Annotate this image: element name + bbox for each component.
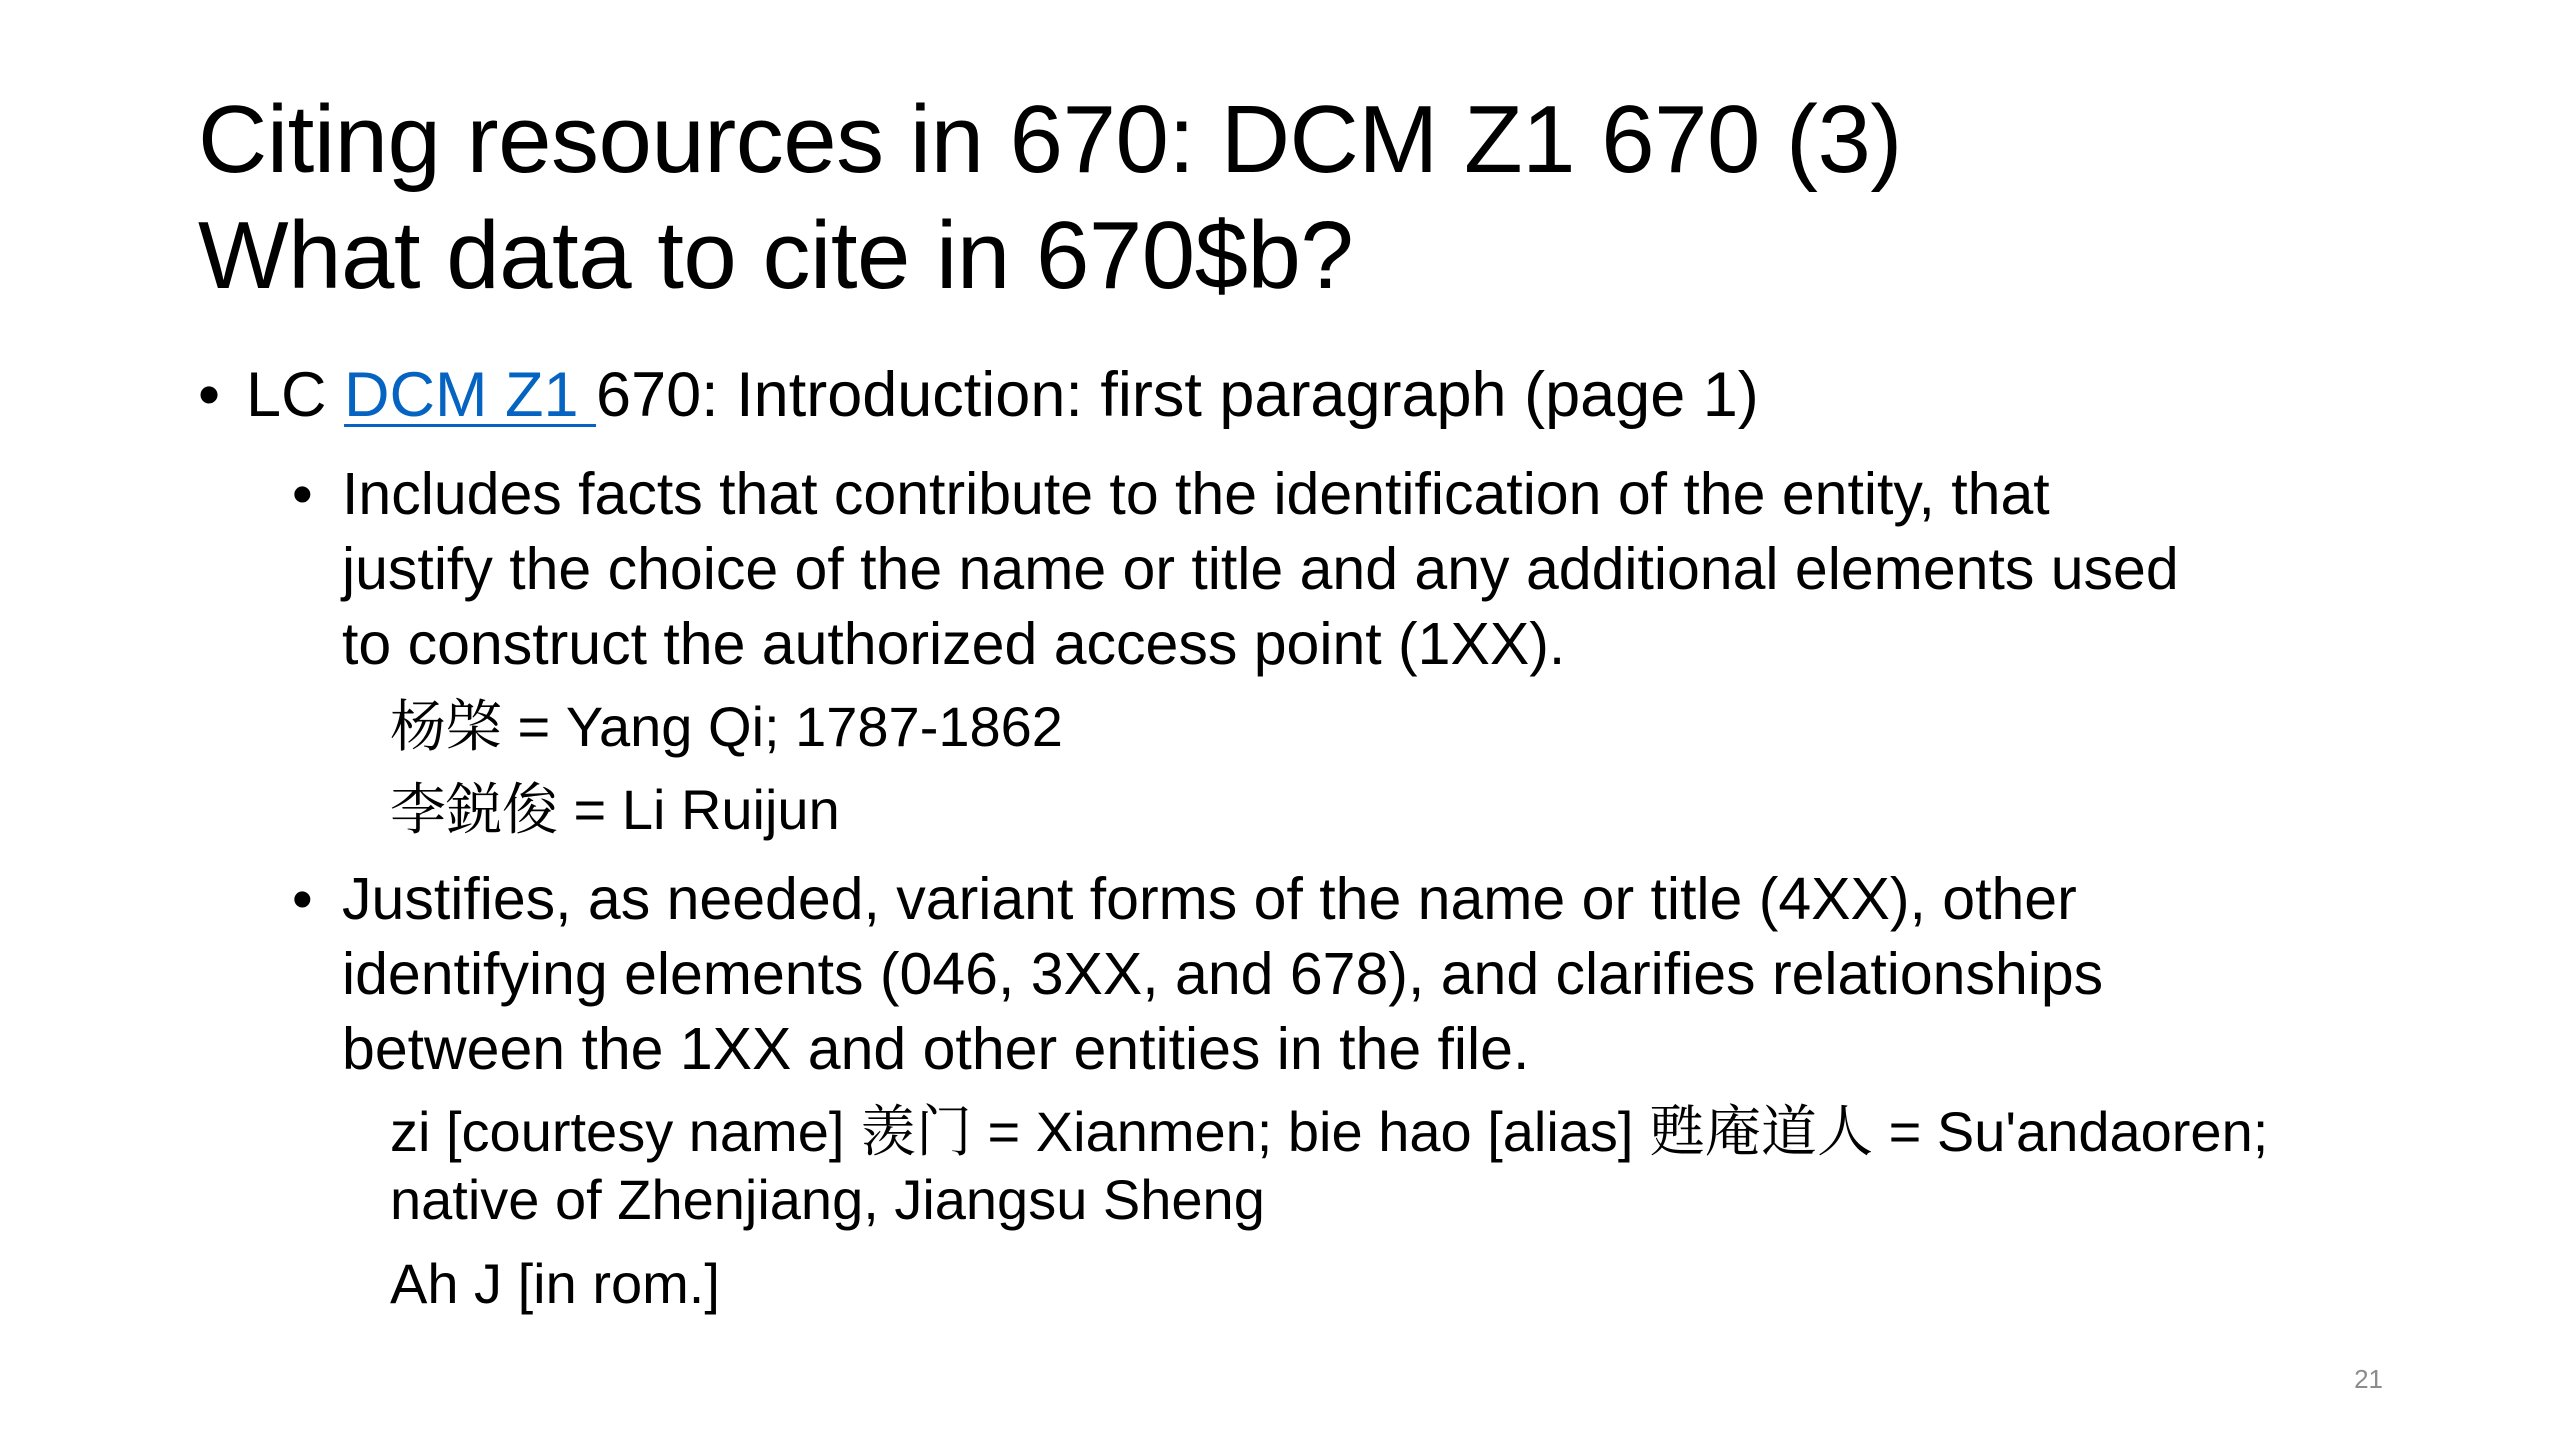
- sub2-line-2: identifying elements (046, 3XX, and 678), and clarifies relationships: [342, 941, 2104, 1007]
- example-xianmen-line-2: native of Zhenjiang, Jiangsu Sheng: [390, 1168, 1265, 1231]
- bullet-suffix: 670: Introduction: first paragraph (page 1): [596, 360, 1759, 430]
- sub2-line-3: between the 1XX and other entities in the file.: [342, 1016, 1530, 1082]
- slide-title: [198, 82, 2398, 314]
- dcm-z1-link[interactable]: DCM Z1: [344, 360, 597, 430]
- bullet-icon: •: [198, 360, 221, 430]
- sub1-line-2: justify the choice of the name or title and any additional elements used: [342, 536, 2179, 602]
- page-number: 21: [2354, 1364, 2383, 1394]
- bullet-icon: •: [292, 866, 313, 932]
- example-li-ruijun: 李鋭俊 = Li Ruijun: [390, 778, 840, 841]
- sub1-line-1: Includes facts that contribute to the identification of the entity, that: [342, 461, 2050, 527]
- title-line-2: What data to cite in 670$b?: [198, 202, 1354, 309]
- bullet-icon: •: [292, 461, 313, 527]
- bullet-lc-dcm: [198, 355, 1759, 435]
- sub-bullet-identification: [292, 457, 2472, 682]
- sub-bullet-variants: [292, 862, 2472, 1087]
- example-xianmen-line-1: zi [courtesy name] 羡门 = Xianmen; bie hao [alias] 甦庵道人 = Su'andaoren;: [390, 1100, 2269, 1163]
- bullet-prefix: LC: [246, 360, 345, 430]
- example-ah-j: Ah J [in rom.]: [390, 1252, 720, 1315]
- example-yang-qi: 杨棨 = Yang Qi; 1787-1862: [390, 695, 1063, 758]
- sub2-line-1: Justifies, as needed, variant forms of the name or title (4XX), other: [342, 866, 2077, 932]
- title-line-1: Citing resources in 670: DCM Z1 670 (3): [198, 86, 1902, 193]
- sub1-line-3: to construct the authorized access point (1XX).: [342, 611, 1566, 677]
